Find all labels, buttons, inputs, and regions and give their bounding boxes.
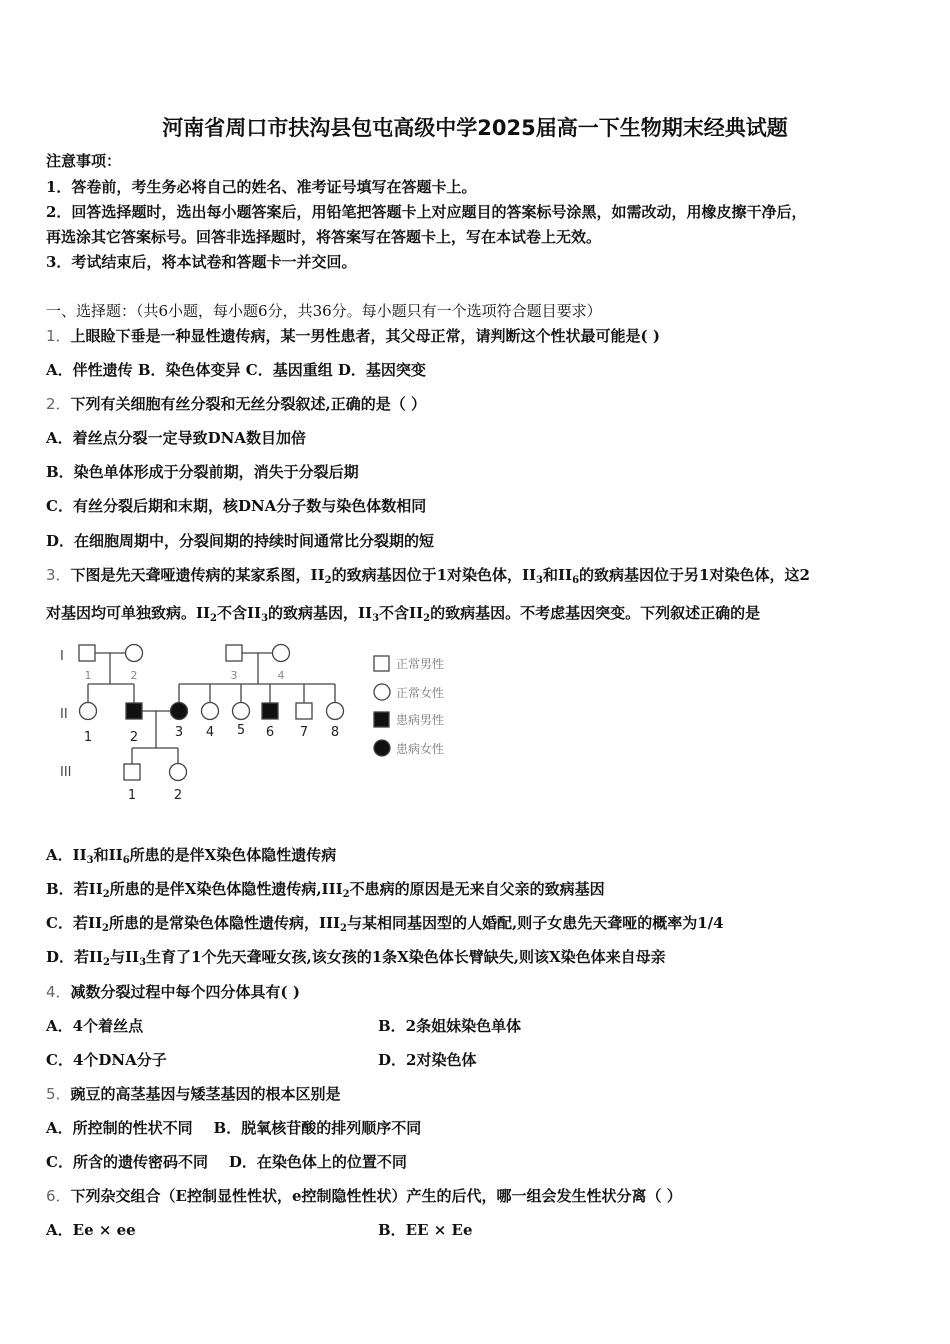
q5-options-ab: A．所控制的性状不同 B．脱氧核苷酸的排列顺序不同 <box>46 1119 422 1137</box>
q4-option-c: C．4个DNA分子 <box>46 1051 167 1069</box>
legend-label: 患病男性 <box>396 713 445 727</box>
II4-normal-female <box>202 703 219 720</box>
question-1 <box>46 327 660 345</box>
individual-label: 8 <box>330 725 340 740</box>
question-number: 2． <box>46 395 71 413</box>
legend-affected-male-symbol <box>374 712 389 727</box>
question-6 <box>46 1187 682 1205</box>
legend-affected-female-symbol <box>374 740 390 756</box>
II3-affected-female <box>171 703 188 720</box>
question-text: 豌豆的高茎基因与矮茎基因的根本区别是 <box>70 1085 341 1103</box>
page-title: 河南省周口市扶沟县包屯高级中学2025届高一下生物期末经典试题 <box>162 116 788 140</box>
question-2 <box>46 395 426 413</box>
I4-normal-female <box>273 645 290 662</box>
q3-option-a: A．$II_3$和$II_6$所患的是伴X染色体隐性遗传病 <box>46 846 337 866</box>
legend-normal-female-symbol <box>374 684 390 700</box>
individual-label: 1 <box>83 730 93 745</box>
question-number: 5． <box>46 1085 71 1103</box>
question-number: 1． <box>46 327 71 345</box>
notice-item-1: 1．答卷前，考生务必将自己的姓名、准考证号填写在答题卡上。 <box>46 178 477 196</box>
question-number: 3． <box>46 566 71 584</box>
question-text: 下列杂交组合（E控制显性性状，e控制隐性性状）产生的后代，哪一组会发生性状分离（ ） <box>70 1187 682 1205</box>
notice-item-3: 3．考试结束后，将本试卷和答题卡一并交回。 <box>46 253 357 271</box>
II8-normal-female <box>327 703 344 720</box>
individual-label: 3 <box>230 669 238 682</box>
III2-normal-female <box>170 764 187 781</box>
generation-label: I <box>60 649 64 664</box>
question-text: 下列有关细胞有丝分裂和无丝分裂叙述,正确的是（ ） <box>70 395 426 413</box>
legend-label: 患病女性 <box>396 742 445 756</box>
individual-label: 1 <box>127 788 137 803</box>
notice-heading: 注意事项： <box>46 152 122 170</box>
q2-option-c: C．有丝分裂后期和末期，核DNA分子数与染色体数相同 <box>46 497 427 515</box>
legend-label: 正常男性 <box>396 657 445 671</box>
q6-option-b: B．EE × Ee <box>378 1221 473 1239</box>
individual-label: 2 <box>173 788 183 803</box>
individual-label: 5 <box>236 723 246 738</box>
II7-normal-male <box>296 703 312 719</box>
question-5 <box>46 1085 341 1103</box>
individual-label: 3 <box>174 725 184 740</box>
II6-affected-male <box>262 703 278 719</box>
q3-option-c: C．若$II_2$所患的是常染色体隐性遗传病，$III_2$与某相同基因型的人婚配,则子女患先天聋哑的概率为1/4 <box>46 914 724 934</box>
question-3-line-2: 对基因均可单独致病。$II_2$不含$II_3$的致病基因，$II_3$不含$II_2$的致病基因。不考虑基因突变。下列叙述正确的是 <box>46 604 761 624</box>
legend-label: 正常女性 <box>396 686 445 700</box>
q3-option-d: D．若$II_2$与$II_3$生育了1个先天聋哑女孩,该女孩的1条X染色体长臂缺失,则该X染色体来自母亲 <box>46 948 666 968</box>
individual-label: 7 <box>299 725 309 740</box>
generation-label: II <box>60 707 68 722</box>
q5-options-cd: C．所含的遗传密码不同 D．在染色体上的位置不同 <box>46 1153 407 1171</box>
legend-normal-male-symbol <box>374 656 389 671</box>
q3-option-b: B．若$II_2$所患的是伴X染色体隐性遗传病$,III_2$不患病的原因是无来自父亲的致病基因 <box>46 880 605 900</box>
individual-label: 2 <box>130 669 138 682</box>
question-number: 6． <box>46 1187 71 1205</box>
q4-option-d: D．2对染色体 <box>378 1051 477 1069</box>
generation-label: III <box>60 765 72 780</box>
q4-option-a: A．4个着丝点 <box>46 1017 144 1035</box>
q2-option-d: D．在细胞周期中，分裂间期的持续时间通常比分裂期的短 <box>46 532 435 550</box>
individual-label: 6 <box>265 725 275 740</box>
question-text: 上眼睑下垂是一种显性遗传病，某一男性患者，其父母正常，请判断这个性状最可能是( ) <box>70 327 660 345</box>
individual-label: 1 <box>84 669 92 682</box>
I1-normal-male <box>79 645 95 661</box>
question-4 <box>46 983 300 1001</box>
II2-affected-male <box>126 703 142 719</box>
individual-label: 4 <box>205 725 215 740</box>
pedigree-diagram <box>52 640 472 810</box>
q4-option-b: B．2条姐妹染色单体 <box>378 1017 522 1035</box>
notice-item-2-cont: 再选涂其它答案标号。回答非选择题时，将答案写在答题卡上，写在本试卷上无效。 <box>46 228 602 246</box>
I2-normal-female <box>126 645 143 662</box>
q1-options: A．伴性遗传 B．染色体变异 C．基因重组 D．基因突变 <box>46 361 426 379</box>
question-3-line-1: 3．下图是先天聋哑遗传病的某家系图，$II_2$的致病基因位于1对染色体，$II_3$和$II_6$的致病基因位于另1对染色体，这2 <box>46 566 810 586</box>
II5-normal-female <box>233 703 250 720</box>
individual-label: 4 <box>277 669 285 682</box>
q2-option-b: B．染色单体形成于分裂前期，消失于分裂后期 <box>46 463 359 481</box>
section-heading: 一、选择题：（共6小题，每小题6分，共36分。每小题只有一个选项符合题目要求） <box>46 302 602 320</box>
notice-item-2: 2．回答选择题时，选出每小题答案后，用铅笔把答题卡上对应题目的答案标号涂黑，如需改动，用橡皮擦干净后， <box>46 203 807 221</box>
q6-option-a: A．Ee × ee <box>46 1221 136 1239</box>
I3-normal-male <box>226 645 242 661</box>
q2-option-a: A．着丝点分裂一定导致DNA数目加倍 <box>46 429 306 447</box>
question-text: 减数分裂过程中每个四分体具有( ) <box>70 983 300 1001</box>
individual-label: 2 <box>129 730 139 745</box>
question-number: 4． <box>46 983 71 1001</box>
III1-normal-male <box>124 764 140 780</box>
II1-normal-female <box>80 703 97 720</box>
